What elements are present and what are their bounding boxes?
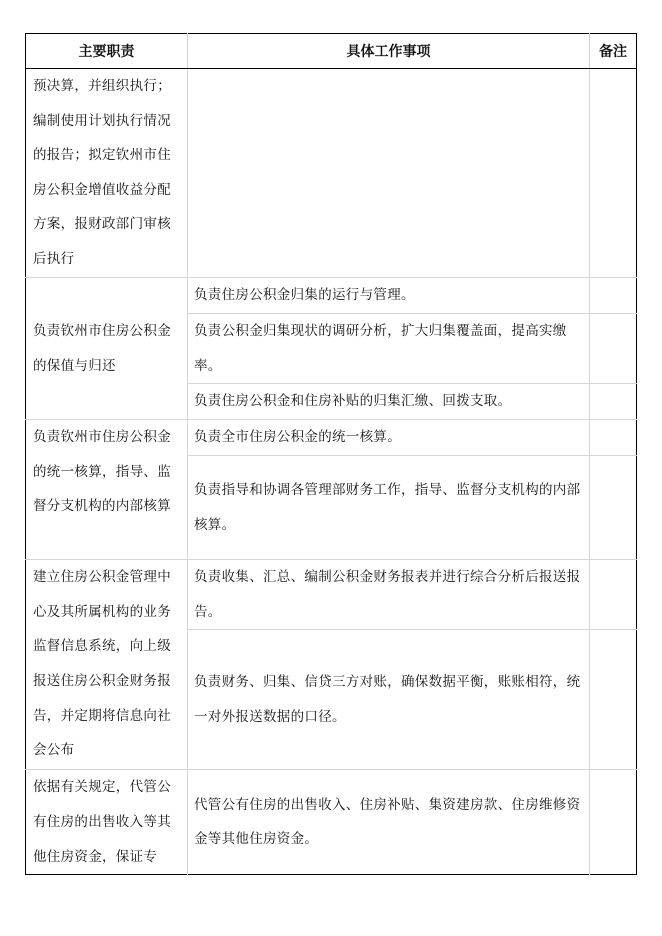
header-tasks: 具体工作事项 xyxy=(188,34,590,69)
responsibilities-table xyxy=(25,33,637,875)
table-row xyxy=(26,69,637,278)
duty-cell: 负责钦州市住房公积金的统一核算，指导、监督分支机构的内部核算 xyxy=(26,420,188,560)
task-cell: 负责财务、归集、信贷三方对账，确保数据平衡，账账相符，统一对外报送数据的口径。 xyxy=(188,630,590,770)
duty-cell: 建立住房公积金管理中心及其所属机构的业务监督信息系统，向上级报送住房公积金财务报告，并定期将信息向社会公布 xyxy=(26,560,188,770)
task-cell: 负责全市住房公积金的统一核算。 xyxy=(188,420,590,456)
table-row xyxy=(26,770,637,875)
header-row xyxy=(26,34,637,69)
duty-cell: 负责钦州市住房公积金的保值与归还 xyxy=(26,278,188,420)
table-row xyxy=(26,420,637,456)
remark-cell xyxy=(590,314,637,384)
remark-cell xyxy=(590,560,637,630)
table-row xyxy=(26,278,637,314)
remark-cell xyxy=(590,770,637,875)
remark-cell xyxy=(590,69,637,278)
remark-cell xyxy=(590,384,637,420)
remark-cell xyxy=(590,630,637,770)
remark-cell xyxy=(590,278,637,314)
task-cell: 负责收集、汇总、编制公积金财务报表并进行综合分析后报送报告。 xyxy=(188,560,590,630)
task-cell xyxy=(188,69,590,278)
task-cell: 代管公有住房的出售收入、住房补贴、集资建房款、住房维修资金等其他住房资金。 xyxy=(188,770,590,875)
remark-cell xyxy=(590,420,637,456)
remark-cell xyxy=(590,456,637,560)
header-remark: 备注 xyxy=(590,34,637,69)
task-cell: 负责指导和协调各管理部财务工作，指导、监督分支机构的内部核算。 xyxy=(188,456,590,560)
table-row xyxy=(26,560,637,630)
header-duty: 主要职责 xyxy=(26,34,188,69)
duty-cell: 预决算，并组织执行；编制使用计划执行情况的报告；拟定钦州市住房公积金增值收益分配方案，报财政部门审核后执行 xyxy=(26,69,188,278)
duty-cell: 依据有关规定，代管公有住房的出售收入等其他住房资金，保证专 xyxy=(26,770,188,875)
task-cell: 负责公积金归集现状的调研分析，扩大归集覆盖面，提高实缴率。 xyxy=(188,314,590,384)
task-cell: 负责住房公积金和住房补贴的归集汇缴、回拨支取。 xyxy=(188,384,590,420)
task-cell: 负责住房公积金归集的运行与管理。 xyxy=(188,278,590,314)
